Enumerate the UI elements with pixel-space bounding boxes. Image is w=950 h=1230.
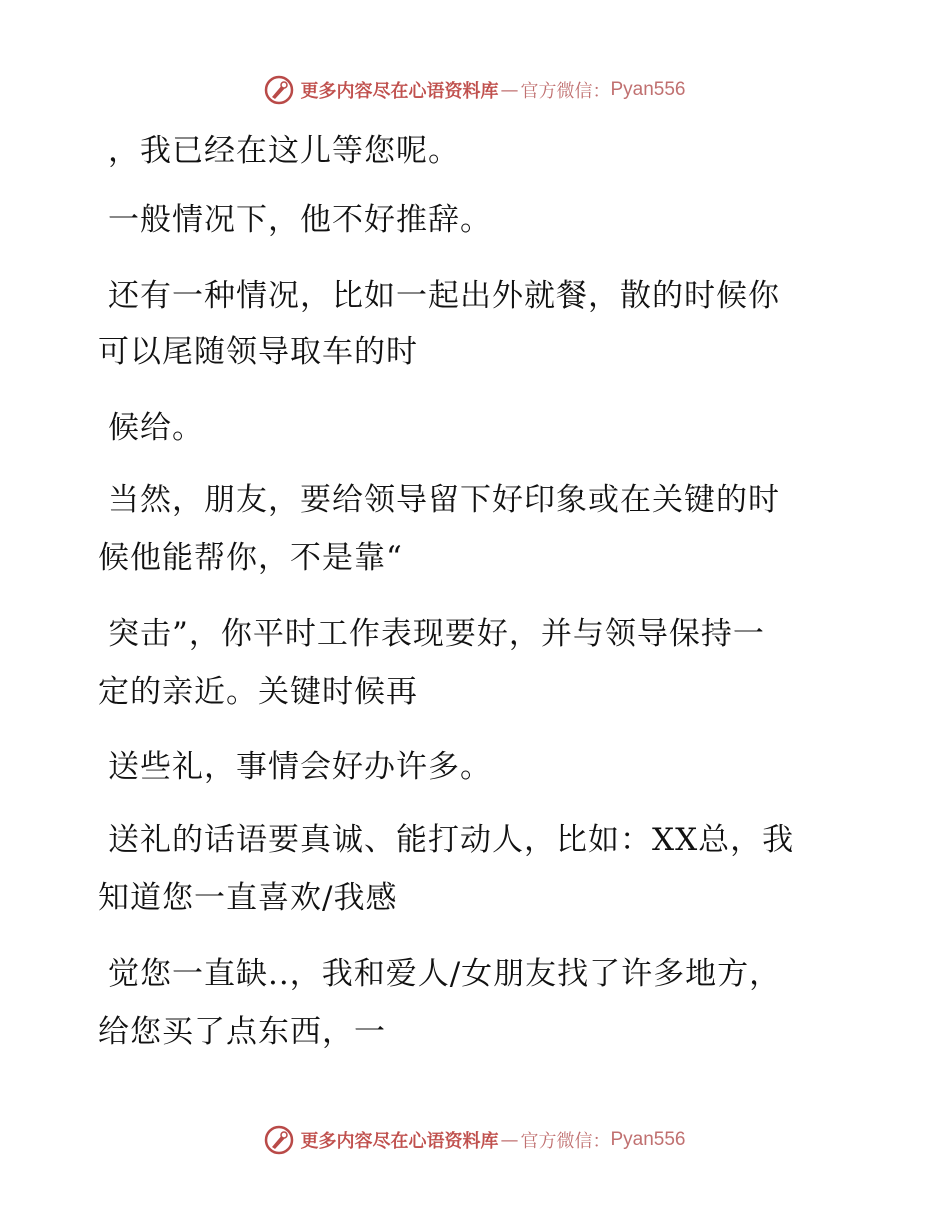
pen-logo-icon xyxy=(264,75,294,105)
body-line: 知道您一直喜欢/我感 xyxy=(98,880,398,916)
pen-logo-icon xyxy=(264,1125,294,1155)
body-line: 定的亲近。关键时候再 xyxy=(98,674,418,710)
header-separator: — xyxy=(500,79,519,101)
header-site-text: 更多内容尽在心语资料库 xyxy=(300,81,499,102)
body-line: 突击”，你平时工作表现要好，并与领导保持一 xyxy=(108,616,765,652)
footer-site-text: 更多内容尽在心语资料库 xyxy=(300,1131,499,1152)
body-line: ，我已经在这儿等您呢。 xyxy=(108,133,460,169)
body-line: 一般情况下，他不好推辞。 xyxy=(108,202,492,238)
body-line: 候他能帮你，不是靠“ xyxy=(98,540,403,576)
body-line: 送礼的话语要真诚、能打动人，比如：XX总，我 xyxy=(108,822,795,858)
body-line: 当然，朋友，要给领导留下好印象或在关键的时 xyxy=(108,482,780,518)
header-wechat-id: Pyan556 xyxy=(610,79,686,100)
body-line: 可以尾随领导取车的时 xyxy=(98,334,418,370)
body-line: 觉您一直缺..，我和爱人/女朋友找了许多地方， xyxy=(108,956,782,992)
footer-banner xyxy=(0,1120,950,1160)
footer-wechat-id: Pyan556 xyxy=(610,1129,686,1150)
footer-separator: — xyxy=(500,1129,519,1151)
header-wechat-label: 官方微信： xyxy=(520,81,611,102)
header-banner xyxy=(0,70,950,110)
body-line: 还有一种情况，比如一起出外就餐，散的时候你 xyxy=(108,278,780,314)
footer-wechat-label: 官方微信： xyxy=(520,1131,611,1152)
body-line: 送些礼，事情会好办许多。 xyxy=(108,749,492,785)
body-line: 给您买了点东西，一 xyxy=(98,1014,386,1050)
body-line: 候给。 xyxy=(108,410,204,446)
